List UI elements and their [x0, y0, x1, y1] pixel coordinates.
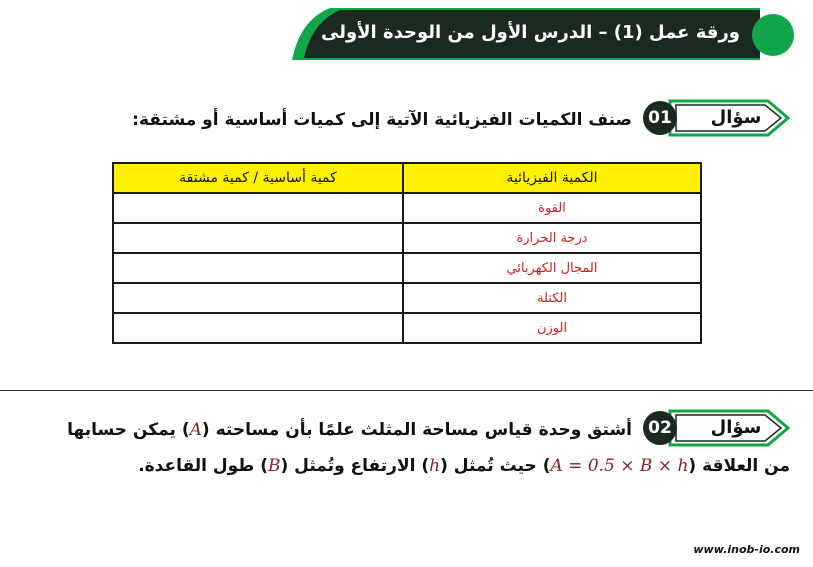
question-2-number: 02: [643, 411, 677, 445]
quantity-cell: الوزن: [403, 313, 701, 343]
table-row: [113, 223, 701, 253]
base-symbol: B: [267, 456, 281, 476]
q2-text-part: من العلاقة (: [688, 456, 790, 476]
page-title: ورقة عمل (1) – الدرس الأول من الوحدة الأولى: [320, 22, 740, 43]
answer-cell[interactable]: [113, 193, 403, 223]
answer-cell[interactable]: [113, 253, 403, 283]
q2-text-part: ) حيث تُمثل (: [440, 456, 551, 476]
q2-text-part: ) الارتفاع وتُمثل (: [280, 456, 430, 476]
quantity-cell: درجة الحرارة: [403, 223, 701, 253]
table-row: [113, 253, 701, 283]
table-header-row: [113, 163, 701, 193]
question-2-label: سؤال: [710, 417, 762, 438]
question-1-label: سؤال: [710, 107, 762, 128]
quantity-cell: المجال الكهربائي: [403, 253, 701, 283]
quantity-cell: القوة: [403, 193, 701, 223]
answer-cell[interactable]: [113, 283, 403, 313]
q2-text-part: ) يمكن حسابها: [67, 420, 190, 440]
website-watermark: www.inob-io.com: [693, 543, 800, 556]
table-row: [113, 313, 701, 343]
table-row: [113, 283, 701, 313]
question-2-line-1: [20, 418, 632, 442]
q2-text-part: ) طول القاعدة.: [138, 456, 268, 476]
area-formula: A = 0.5 × B × h: [550, 456, 689, 476]
area-symbol: A: [189, 420, 202, 440]
height-symbol: h: [429, 456, 441, 476]
answer-cell[interactable]: [113, 223, 403, 253]
header-classification: كمية أساسية / كمية مشتقة: [113, 163, 403, 193]
q2-text-part: أشتق وحدة قياس مساحة المثلث علمًا بأن مساحته (: [201, 420, 632, 440]
green-circle-icon: [752, 14, 794, 56]
classification-table: [112, 162, 702, 344]
table-row: [113, 193, 701, 223]
section-divider: [0, 390, 813, 391]
question-2-line-2: [20, 454, 790, 478]
header-quantity: الكمية الفيزيائية: [403, 163, 701, 193]
quantity-cell: الكتلة: [403, 283, 701, 313]
question-1-text: صنف الكميات الفيزيائية الآتية إلى كميات أساسية أو مشتقة:: [132, 110, 632, 130]
question-1-number: 01: [643, 101, 677, 135]
answer-cell[interactable]: [113, 313, 403, 343]
